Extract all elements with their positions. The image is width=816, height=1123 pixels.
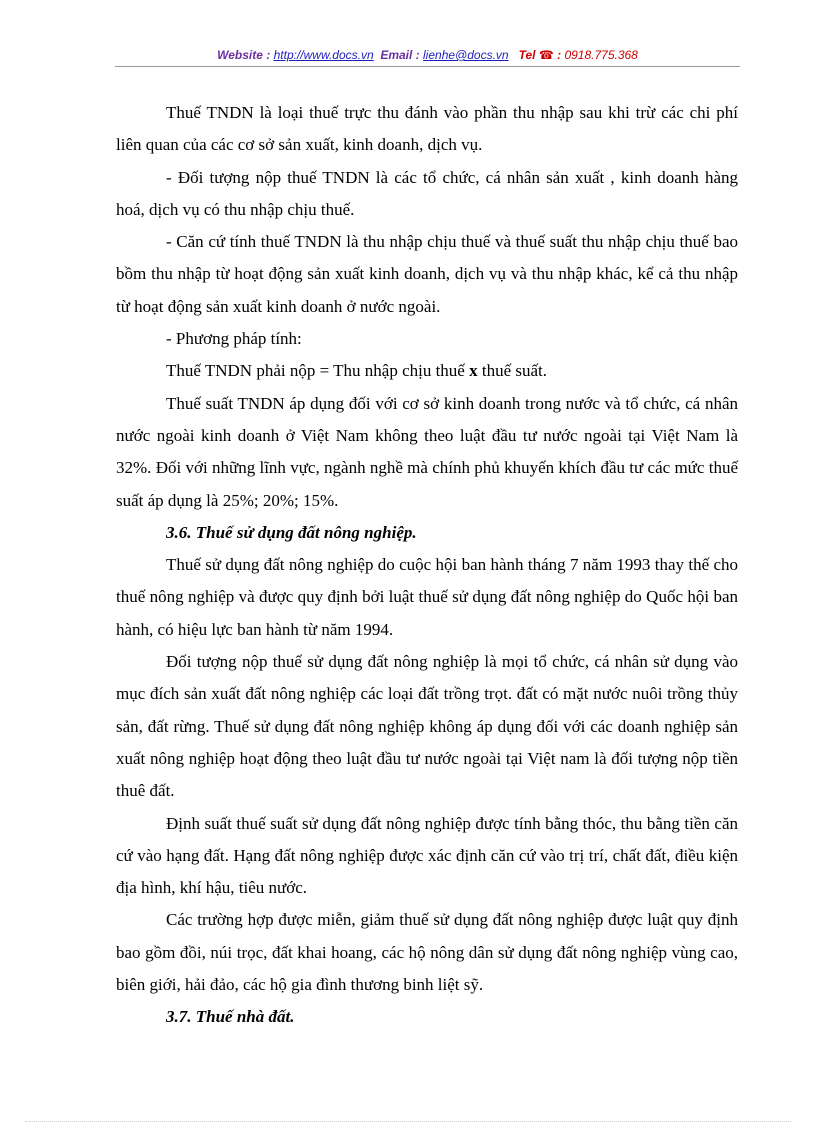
formula-left: Thuế TNDN phải nộp = Thu nhập chịu thuế — [166, 361, 470, 381]
tel-label: Tel ☎ : — [518, 48, 565, 62]
paragraph-formula — [116, 355, 738, 387]
paragraph-agri-land-tax-exemptions: Các trường hợp được miễn, giảm thuế sử dụng đất nông nghiệp được luật quy định bao gồm đồi, núi trọc, đất khai hoang, các hộ nông dân sử dụng đất nông nghiệp vùng cao, biên giới, hải đảo, các hộ gia đình thương binh liệt sỹ. — [116, 910, 738, 995]
paragraph-tndn-basis: - Căn cứ tính thuế TNDN là thu nhập chịu thuế và thuế suất thu nhập chịu thuế bao bồm thu nhập từ hoạt động sản xuất kinh doanh, dịch vụ và thu nhập khác, kể cả thu nhập từ hoạt động sản xuất kinh doanh ở nước ngoài. — [116, 232, 738, 316]
website-label: Website : — [217, 48, 274, 62]
paragraph-calc-method: - Phương pháp tính: — [166, 329, 302, 349]
section-heading-3-6: 3.6. Thuế sử dụng đất nông nghiệp. — [166, 522, 417, 542]
formula-operator: x — [469, 361, 478, 381]
page-header — [115, 48, 740, 62]
paragraph-tndn-rates: Thuế suất TNDN áp dụng đối với cơ sở kinh doanh trong nước và tổ chức, cá nhân nước ngoài kinh doanh ở Việt Nam không theo luật đầu tư nước ngoài tại Việt Nam là 32%. Đối với những lĩnh vực, ngành nghề mà chính phủ khuyến khích đầu tư các mức thuế suất áp dụng là 25%; 20%; 15%. — [116, 393, 738, 510]
formula-right: thuế suất. — [477, 361, 548, 381]
page-bottom-border — [25, 1121, 791, 1122]
email-label: Email : — [380, 48, 424, 62]
paragraph-agri-land-tax-subjects: Đối tượng nộp thuế sử dụng đất nông nghiệp là mọi tổ chức, cá nhân sử dụng vào mục đích sản xuất đất nông nghiệp các loại đất trồng trọt. đất có mặt nước nuôi trồng thủy sản, đất rừng. Thuế sử dụng đất nông nghiệp không áp dụng đối với các doanh nghiệp sản xuất nông nghiệp hoạt động theo luật đầu tư nước ngoài tại Việt nam là đối tượng nộp tiền thuê đất. — [116, 652, 738, 801]
email-link[interactable]: lienhe@docs.vn — [423, 48, 509, 62]
website-link[interactable]: http://www.docs.vn — [273, 48, 374, 62]
paragraph-agri-land-tax-intro: Thuế sử dụng đất nông nghiệp do cuộc hội ban hành tháng 7 năm 1993 thay thế cho thuế nông nghiệp và được quy định bởi luật thuế sử dụng đất nông nghiệp do Quốc hội ban hành, có hiệu lực ban hành từ năm 1994. — [116, 555, 738, 639]
tel-number: 0918.775.368 — [564, 48, 638, 62]
paragraph-tndn-definition: Thuế TNDN là loại thuế trực thu đánh vào phần thu nhập sau khi trừ các chi phí liên quan của các cơ sở sản xuất, kinh doanh, dịch vụ. — [116, 103, 738, 155]
paragraph-agri-land-tax-rate: Định suất thuế suất sử dụng đất nông nghiệp được tính bằng thóc, thu bằng tiền căn cứ vào hạng đất. Hạng đất nông nghiệp được xác định căn cứ vào trị trí, chất đất, điều kiện địa hình, khí hậu, tiêu nước. — [116, 813, 738, 898]
document-body — [116, 97, 738, 1034]
header-divider — [115, 66, 740, 67]
paragraph-tndn-subjects: - Đối tượng nộp thuế TNDN là các tổ chức, cá nhân sản xuất , kinh doanh hàng hoá, dịch vụ có thu nhập chịu thuế. — [116, 167, 738, 219]
section-heading-3-7: 3.7. Thuế nhà đất. — [166, 1007, 295, 1027]
